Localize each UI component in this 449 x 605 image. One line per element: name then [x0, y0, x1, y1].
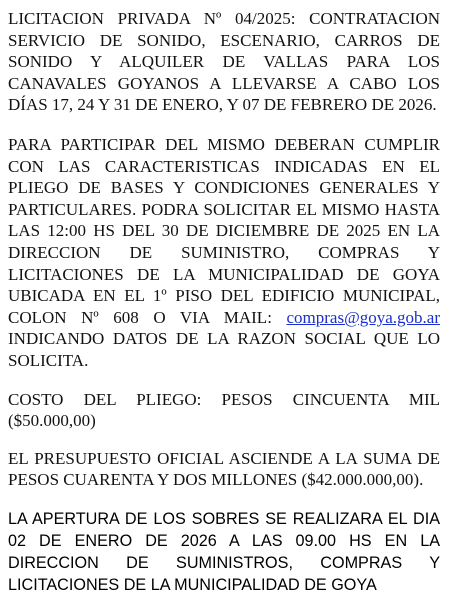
document-cost-paragraph: COSTO DEL PLIEGO: PESOS CINCUENTA MIL ($50.000,00): [8, 389, 440, 431]
tender-title-paragraph: LICITACION PRIVADA Nº 04/2025: CONTRATACION SERVICIO DE SONIDO, ESCENARIO, CARROS DE SONIDO Y ALQUILER DE VALLAS PARA LOS CANAVALES GOYANOS A LLEVARSE A CABO LOS DÍAS 17, 24 Y 31 DE ENERO, Y 07 DE FEBRERO DE 2026.: [8, 9, 440, 115]
participation-text: PARA PARTICIPAR DEL MISMO DEBERAN CUMPLIR CON LAS CARACTERISTICAS INDICADAS EN EL PLIEGO DE BASES Y CONDICIONES GENERALES Y PARTICULARES. PODRA SOLICITAR EL MISMO HASTA LAS 12:00 HS DEL 30 DE DICIEMBRE DE 2025 EN LA DIRECCION DE SUMINISTRO, COMPRAS Y LICITACIONES DE LA MUNICIPALIDAD DE GOYA UBICADA EN EL 1º PISO DEL EDIFICIO MUNICIPAL, COLON Nº 608 O VIA MAIL:: [8, 134, 440, 327]
participation-paragraph: [8, 134, 440, 372]
participation-text-end: INDICANDO DATOS DE LA RAZON SOCIAL QUE LO SOLICITA.: [8, 329, 440, 370]
email-link[interactable]: compras@goya.gob.ar: [286, 307, 440, 327]
document-body: [8, 0, 440, 596]
official-budget-paragraph: EL PRESUPUESTO OFICIAL ASCIENDE A LA SUMA DE PESOS CUARENTA Y DOS MILLONES ($42.000.000,00).: [8, 448, 440, 490]
bid-opening-paragraph: LA APERTURA DE LOS SOBRES SE REALIZARA EL DIA 02 DE ENERO DE 2026 A LAS 09.00 HS EN LA DIRECCION DE SUMINISTROS, COMPRAS Y LICITACIONES DE LA MUNICIPALIDAD DE GOYA: [8, 509, 440, 594]
